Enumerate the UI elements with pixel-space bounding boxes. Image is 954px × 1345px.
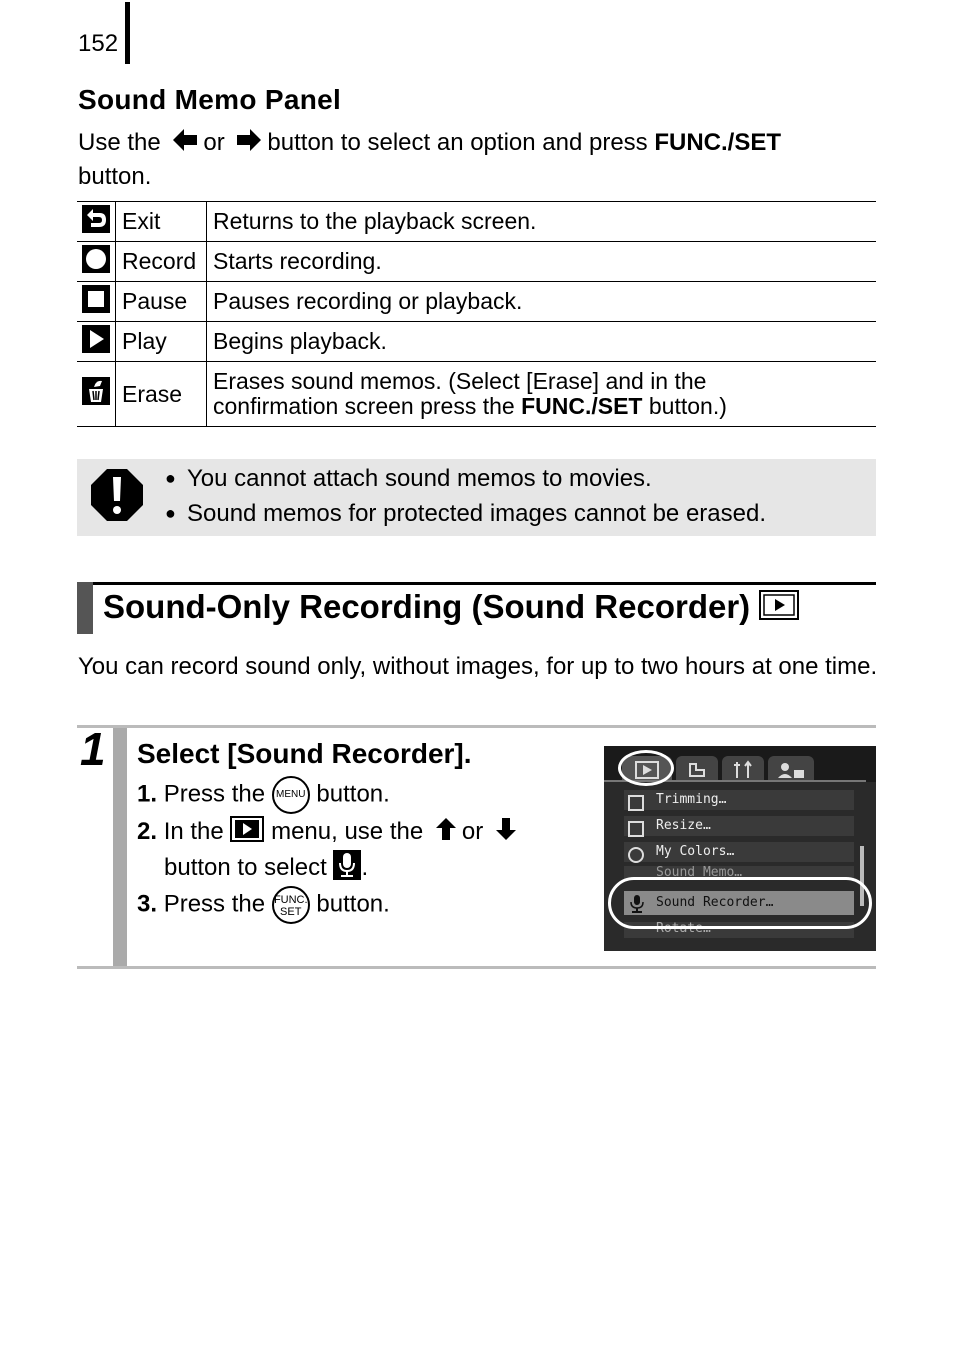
microphone-icon — [333, 850, 361, 887]
sound-memo-table — [77, 201, 876, 427]
play-icon — [77, 322, 116, 362]
highlight-ring-item — [608, 877, 872, 929]
menu-button-icon: MENU — [272, 776, 310, 814]
list-item: ● Sound memos for protected images cannot be erased. — [165, 496, 766, 531]
resize-icon — [628, 821, 644, 837]
my-colors-icon — [628, 847, 644, 863]
sound-memo-intro: Use the or button to select an option and press FUNC./SET button. — [78, 129, 782, 191]
lcd-menu-item: My Colors… — [624, 842, 854, 862]
section-rule — [77, 582, 876, 585]
lcd-tab-setup — [722, 756, 764, 782]
lcd-menu-item: Rotate… — [624, 922, 854, 938]
erase-icon — [77, 362, 116, 427]
step-top-rule — [77, 725, 876, 728]
lcd-menu-item: Resize… — [624, 816, 854, 836]
page-number-bar — [125, 2, 130, 64]
lcd-tab-print — [676, 756, 718, 782]
step-side-bar — [113, 728, 127, 966]
playback-mode-icon — [759, 590, 799, 628]
lcd-menu-item: Sound Memo… — [624, 866, 854, 880]
lcd-menu-item-selected: Sound Recorder… — [624, 891, 854, 915]
table-row: Erase Erases sound memos. (Select [Erase] and in the confirmation screen press the FUNC./SET button.) — [77, 362, 876, 427]
down-arrow-icon — [496, 818, 516, 847]
exit-icon — [77, 202, 116, 242]
camera-lcd-screenshot — [604, 746, 876, 951]
table-row: Exit Returns to the playback screen. — [77, 202, 876, 242]
right-arrow-icon — [237, 127, 261, 160]
caution-note — [77, 459, 876, 536]
left-arrow-icon — [173, 127, 197, 160]
up-arrow-icon — [436, 818, 456, 847]
section-intro: You can record sound only, without images, for up to two hours at one time. — [78, 653, 878, 680]
pause-icon — [77, 282, 116, 322]
list-item: ● You cannot attach sound memos to movies. — [165, 461, 766, 496]
lcd-tab-my-camera — [768, 756, 814, 782]
step-number: 1 — [80, 723, 106, 775]
lcd-menu-item: Trimming… — [624, 790, 854, 810]
section-marker — [77, 582, 93, 634]
step-heading: Select [Sound Recorder]. — [137, 738, 472, 769]
func-set-button-icon: FUNC. SET — [272, 886, 310, 924]
highlight-ring-tab — [618, 750, 674, 786]
section-title: Sound-Only Recording (Sound Recorder) — [103, 588, 799, 628]
table-row: Record Starts recording. — [77, 242, 876, 282]
sound-memo-heading: Sound Memo Panel — [78, 84, 342, 115]
caution-list — [165, 461, 766, 531]
page-number: 152 — [78, 30, 119, 57]
record-icon — [77, 242, 116, 282]
table-row: Pause Pauses recording or playback. — [77, 282, 876, 322]
playback-menu-icon — [230, 816, 264, 849]
step-bottom-rule — [77, 966, 876, 969]
trim-icon — [628, 795, 644, 811]
table-row: Play Begins playback. — [77, 322, 876, 362]
caution-icon — [89, 467, 145, 528]
